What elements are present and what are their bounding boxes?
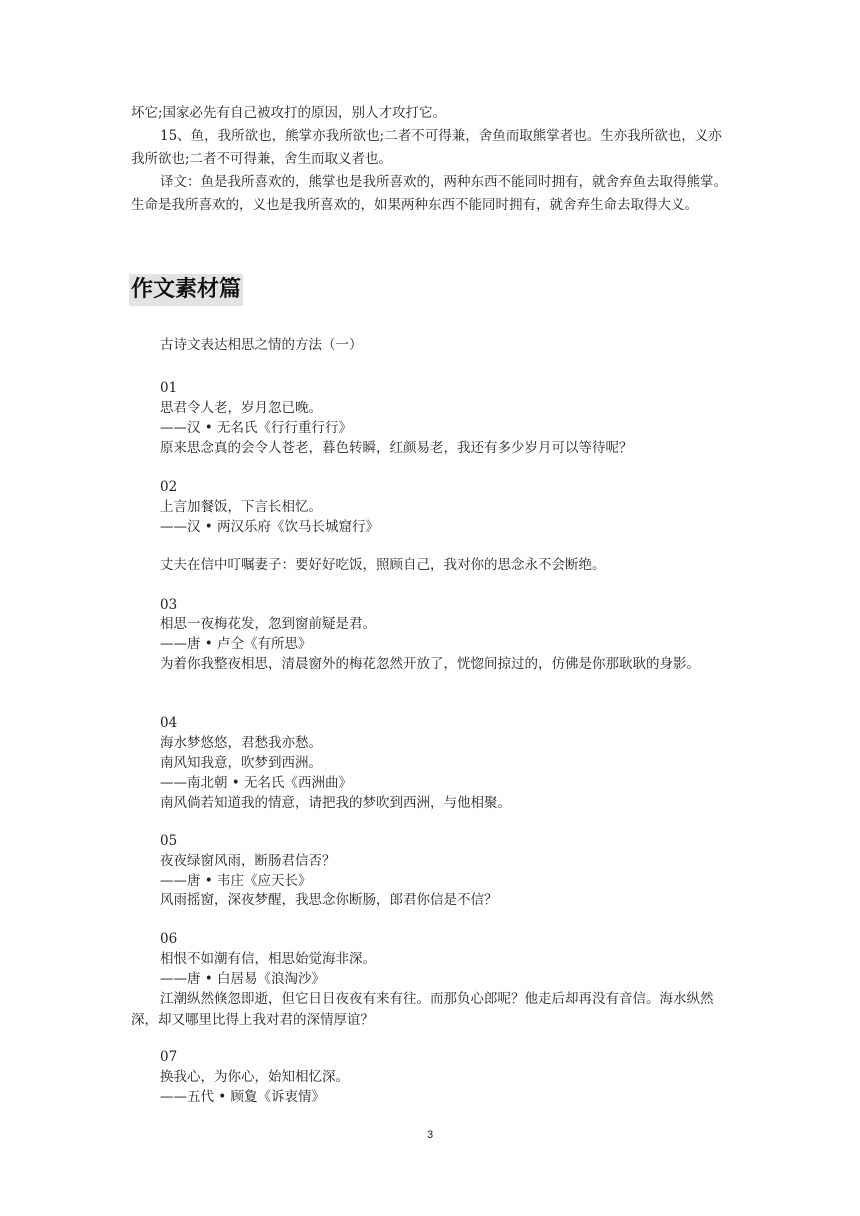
entry-number: 03: [160, 597, 178, 613]
page-number: 3: [426, 1129, 434, 1141]
explanation: 原来思念真的会令人苍老，暮色转瞬，红颜易老，我还有多少岁月可以等待呢？: [160, 440, 633, 456]
poem-source: ——唐 • 白居易《浪淘沙》: [160, 971, 326, 987]
subtitle: 古诗文表达相思之情的方法（一）: [160, 337, 363, 353]
entry-number: 07: [160, 1049, 178, 1065]
poem-line: 海水梦悠悠，君愁我亦愁。: [160, 735, 322, 751]
entry-number: 04: [160, 715, 178, 731]
entry-number: 06: [160, 931, 178, 947]
poem-line: 南风知我意，吹梦到西洲。: [160, 755, 322, 771]
section-heading: 作文素材篇: [129, 274, 243, 306]
entry-number: 02: [160, 479, 178, 495]
poem-line: 上言加餐饭，下言长相忆。: [160, 499, 322, 515]
poem-line: 相恨不如潮有信，相思始觉海非深。: [160, 951, 376, 967]
poem-source: ——唐 • 韦庄《应天长》: [160, 873, 312, 889]
poem-line: 相思一夜梅花发，忽到窗前疑是君。: [160, 616, 376, 632]
poem-source: ——唐 • 卢仝《有所思》: [160, 636, 312, 652]
explanation: 南风倘若知道我的情意，请把我的梦吹到西洲，与他相聚。: [160, 795, 511, 811]
poem-source: ——汉 • 无名氏《行行重行行》: [160, 420, 353, 436]
poem-source: ——南北朝 • 无名氏《西洲曲》: [160, 775, 353, 791]
text-line: 坏它;国家必先有自己被攻打的原因，别人才攻打它。: [131, 105, 447, 121]
entry-number: 01: [160, 380, 178, 396]
poem-source: ——五代 • 顾夐《诉衷情》: [160, 1089, 326, 1105]
explanation: 为着你我整夜相思，清晨窗外的梅花忽然开放了，恍惚间掠过的，仿佛是你那耿耿的身影。: [160, 656, 700, 672]
poem-line: 思君令人老，岁月忽已晚。: [160, 400, 322, 416]
poem-source: ——汉 • 两汉乐府《饮马长城窟行》: [160, 519, 380, 535]
poem-line: 换我心，为你心，始知相忆深。: [160, 1069, 349, 1085]
explanation: 丈夫在信中叮嘱妻子：要好好吃饭，照顾自己，我对你的思念永不会断绝。: [160, 557, 606, 573]
explanation: 江潮纵然倏忽即逝，但它日日夜夜有来有往。而那负心郎呢？他走后却再没有音信。海水纵然深，却又哪里比得上我对君的深情厚谊？: [131, 991, 714, 1028]
translation-paragraph: 译文：鱼是我所喜欢的，熊掌也是我所喜欢的，两种东西不能同时拥有，就舍弃鱼去取得熊掌。生命是我所喜欢的，义也是我所喜欢的，如果两种东西不能同时拥有，就舍弃生命去取得大义。: [131, 174, 727, 213]
explanation: 风雨摇窗，深夜梦醒，我思念你断肠，郎君你信是不信？: [160, 892, 498, 908]
entry-number: 05: [160, 833, 178, 849]
paragraph-15: 15、鱼，我所欲也，熊掌亦我所欲也;二者不可得兼，舍鱼而取熊掌者也。生亦我所欲也，义亦我所欲也;二者不可得兼，舍生而取义者也。: [131, 128, 722, 167]
poem-line: 夜夜绿窗风雨，断肠君信否？: [160, 853, 336, 869]
